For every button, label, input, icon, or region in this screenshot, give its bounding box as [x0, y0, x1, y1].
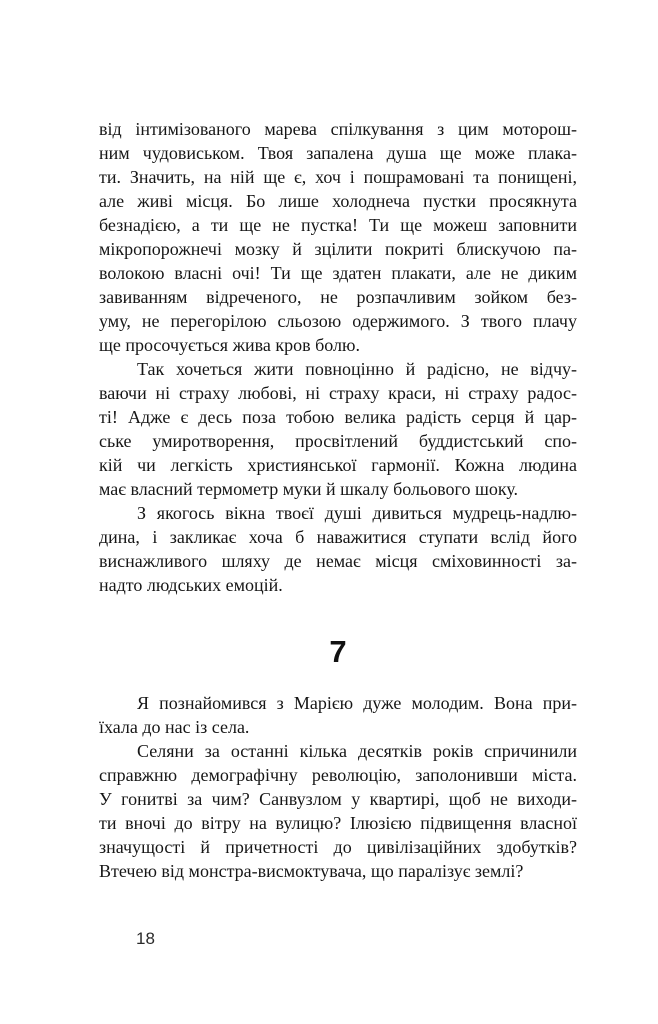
text-line: ське умиротворення, просвітлений буддистський спо-: [99, 431, 577, 451]
text-line: мікропорожнечі мозку й зцілити покриті блискучою па-: [99, 239, 577, 259]
text-line: але живі місця. Бо лише холоднеча пустки просякнута: [99, 191, 577, 211]
text-line: Селяни за останні кілька десятків років спричинили: [137, 741, 577, 761]
text-line: значущості й причетності до цивілізаційних здобутків?: [99, 837, 577, 857]
text-line: дина, і закликає хоча б наважитися ступати вслід його: [99, 527, 577, 547]
text-line: ваючи ні страху любові, ні страху краси, ні страху радос-: [99, 383, 577, 403]
text-line: справжню демографічну революцію, заполонивши міста.: [99, 765, 577, 785]
text-line: виснажливого шляху де немає місця сміховинності за-: [99, 551, 577, 571]
paragraph: [99, 357, 577, 501]
chapter-heading: 7: [329, 634, 347, 669]
text-line: безнадією, а ти ще не пустка! Ти ще можеш заповнити: [99, 215, 577, 235]
text-line: кій чи легкість християнської гармонії. Кожна людина: [99, 455, 577, 475]
text-line: надто людських емоцій.: [99, 575, 283, 595]
text-line: волокою власні очі! Ти ще здатен плакати, але не диким: [99, 263, 577, 283]
text-line: Втечею від монстра-висмоктувача, що паралізує землі?: [99, 861, 524, 881]
text-line: З якогось вікна твоєї душі дивиться мудрець-надлю-: [137, 503, 577, 523]
text-line: від інтимізованого марева спілкування з цим моторош-: [99, 119, 577, 139]
page-number: 18: [136, 929, 155, 948]
text-line: ще просочується жива кров болю.: [99, 335, 360, 355]
text-line: їхала до нас із села.: [99, 717, 250, 737]
text-line: ти. Значить, на ній ще є, хоч і пошрамовані та понищені,: [99, 167, 577, 187]
text-line: має власний термометр муки й шкалу больового шоку.: [99, 479, 519, 499]
text-line: ті! Адже є десь поза тобою велика радість серця й цар-: [99, 407, 577, 427]
paragraph: [99, 739, 577, 883]
text-line: ним чудовиськом. Твоя запалена душа ще може плака-: [99, 143, 577, 163]
paragraph: [99, 501, 577, 597]
text-line: У гонитві за чим? Санвузлом у квартирі, щоб не виходи-: [99, 789, 577, 809]
paragraph: [99, 117, 577, 357]
text-line: ти вночі до вітру на вулицю? Ілюзією підвищення власної: [99, 813, 577, 833]
text-line: Так хочеться жити повноцінно й радісно, не відчу-: [137, 359, 577, 379]
text-column: [99, 117, 577, 883]
paragraph: [99, 691, 577, 739]
text-line: завиванням відреченого, не розпачливим зойком без-: [99, 287, 577, 307]
text-line: Я познайомився з Марією дуже молодим. Вона при-: [137, 693, 577, 713]
text-line: уму, не перегорілою сльозою одержимого. З твого плачу: [99, 311, 577, 331]
